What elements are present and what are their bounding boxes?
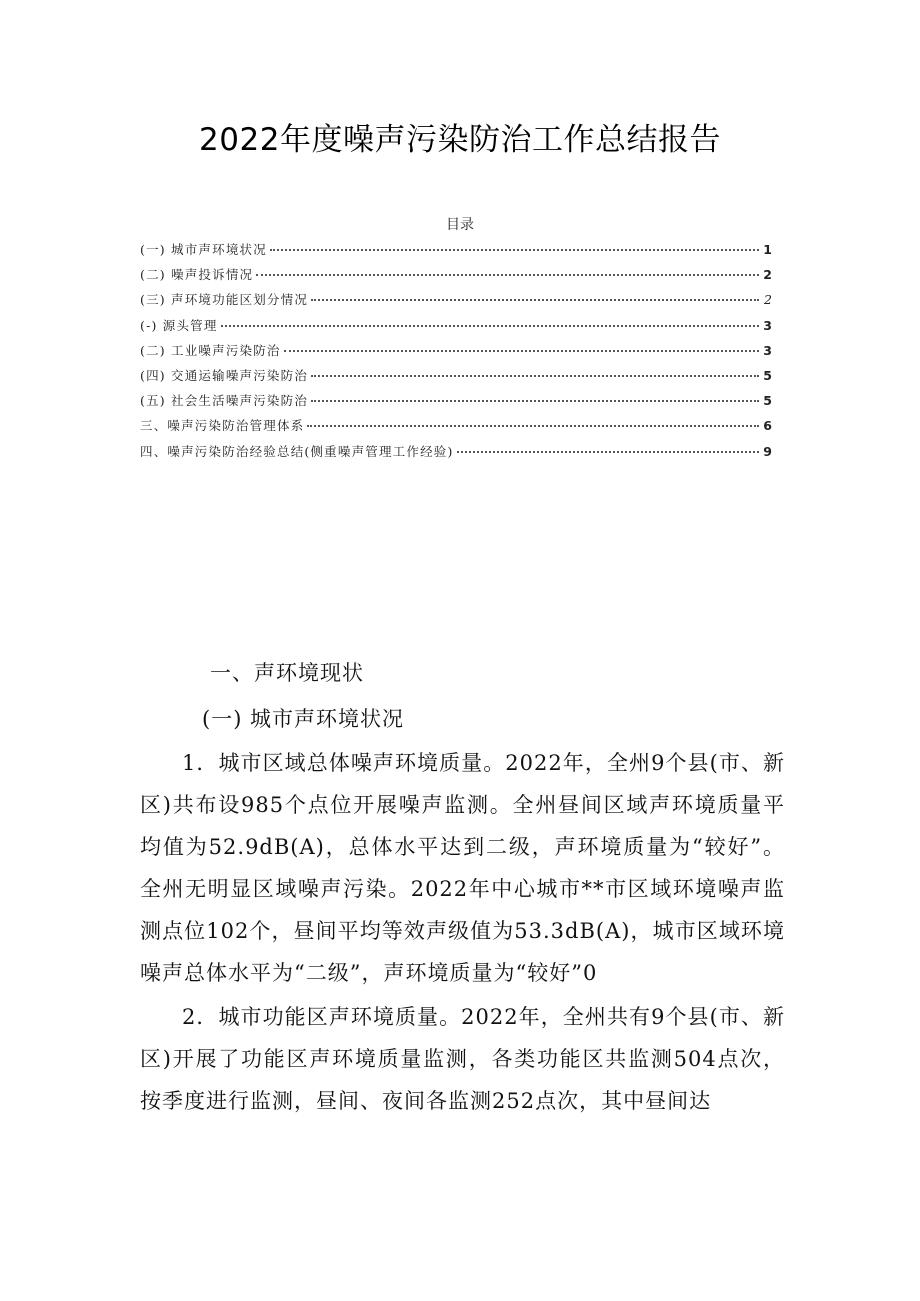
toc-entry-label: (二) 噪声投诉情况 xyxy=(140,267,254,283)
toc-heading: 目录 xyxy=(446,217,474,233)
body-paragraph: 2．城市功能区声环境质量。2022年，全州共有9个县(市、新区)开展了功能区声环境质量监测，各类功能区共监测504点次，按季度进行监测，昼间、夜间各监测252点次，其中昼间达 xyxy=(140,1005,785,1113)
toc-entry-page: 3 xyxy=(763,342,772,358)
toc-entry[interactable] xyxy=(140,366,772,391)
toc-entry[interactable] xyxy=(140,442,772,467)
toc-leader-dots xyxy=(311,375,759,377)
toc-leader-dots xyxy=(307,425,759,427)
document-title: 2022年度噪声污染防治工作总结报告 xyxy=(199,122,721,158)
toc-entry-label: 三、噪声污染防治管理体系 xyxy=(140,418,305,434)
toc-entry-label: (一) 城市声环境状况 xyxy=(140,242,267,257)
toc-leader-dots xyxy=(284,350,759,352)
toc-entry-page: 2 xyxy=(764,292,772,308)
toc-entry-label: (二) 工业噪声污染防治 xyxy=(140,342,281,358)
toc-entry[interactable] xyxy=(140,240,772,265)
toc-entry[interactable] xyxy=(140,316,772,341)
toc-leader-dots xyxy=(457,451,759,453)
toc-leader-dots xyxy=(270,249,759,251)
toc-entry[interactable] xyxy=(140,290,772,315)
toc-entry-page: 5 xyxy=(763,367,772,383)
toc-leader-dots xyxy=(311,400,759,402)
toc-entry-page: 3 xyxy=(763,317,772,333)
toc-entry-label: (-) 源头管理 xyxy=(140,317,218,333)
toc-entry[interactable] xyxy=(140,416,772,441)
toc-leader-dots xyxy=(221,325,759,327)
toc-entry-label: 四、噪声污染防治经验总结(侧重噪声管理工作经验) xyxy=(140,443,454,459)
document-body xyxy=(140,650,785,1122)
body-paragraph: 1．城市区域总体噪声环境质量。2022年，全州9个县(市、新区)共布设985个点位开展噪声监测。全州昼间区域声环境质量平均值为52.9dB(A)，总体水平达到二级，声环境质量为“较好”。全州无明显区域噪声污染。2022年中心城市**市区域环境噪声监测点位102个，昼间平均等效声级值为53.3dB(A)，城市区域环境噪声总体水平为“二级”，声环境质量为“较好”0 xyxy=(140,751,785,985)
toc-entry[interactable] xyxy=(140,391,772,416)
section-heading: 一、声环境现状 xyxy=(210,661,364,685)
table-of-contents xyxy=(140,240,772,467)
toc-entry-page: 5 xyxy=(763,393,772,409)
toc-leader-dots xyxy=(256,274,759,276)
toc-entry-page: 6 xyxy=(763,418,772,434)
toc-entry-label: (三) 声环境功能区划分情况 xyxy=(140,292,309,308)
toc-entry[interactable] xyxy=(140,341,772,366)
toc-entry-label: (四) 交通运输噪声污染防治 xyxy=(140,367,309,383)
toc-leader-dots xyxy=(311,299,759,301)
toc-entry[interactable] xyxy=(140,265,772,290)
toc-entry-page: 2 xyxy=(763,267,772,283)
toc-entry-page: 1 xyxy=(763,242,772,257)
subsection-heading: (一) 城市声环境状况 xyxy=(202,707,405,731)
toc-entry-label: (五) 社会生活噪声污染防治 xyxy=(140,393,309,409)
toc-entry-page: 9 xyxy=(763,443,772,459)
